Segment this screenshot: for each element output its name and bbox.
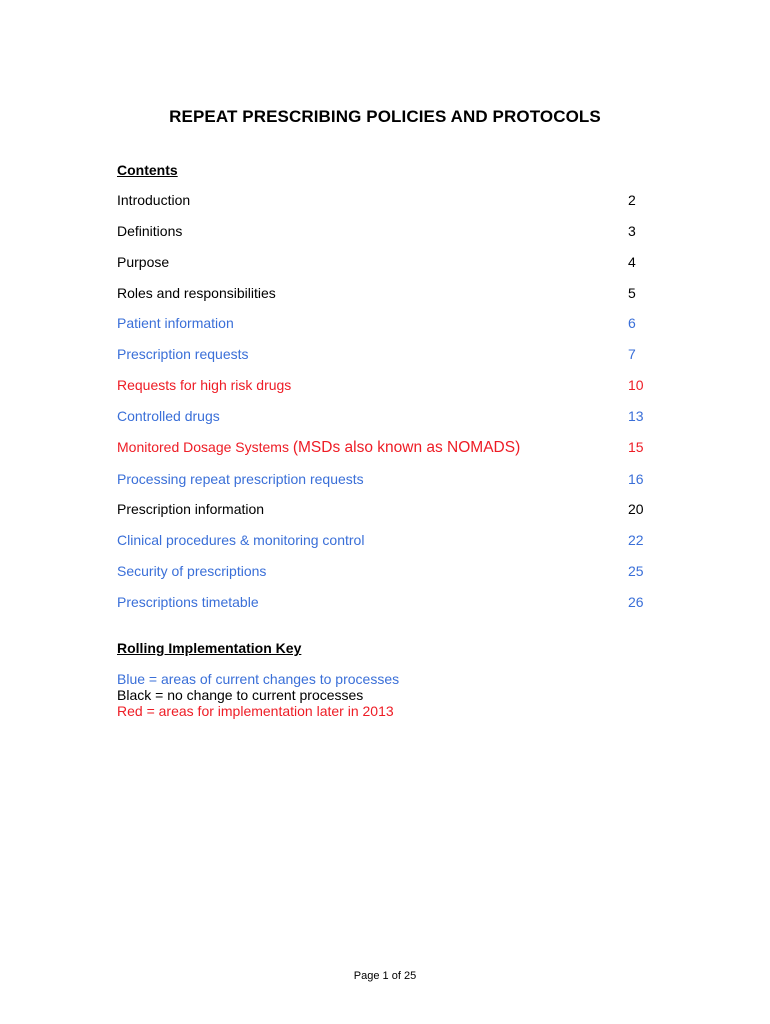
key-heading: Rolling Implementation Key (117, 640, 302, 656)
toc-entry-introduction[interactable] (117, 192, 645, 212)
toc-entry-page: 10 (628, 377, 644, 393)
toc-entry-page: 26 (628, 594, 644, 610)
toc-entry-patient-information[interactable] (117, 315, 645, 335)
toc-entry-label (117, 439, 520, 457)
toc-entry-label: Prescriptions timetable (117, 594, 259, 610)
toc-entry-label: Requests for high risk drugs (117, 377, 292, 393)
toc-entry-label: Patient information (117, 315, 234, 331)
toc-entry-label: Prescription information (117, 501, 265, 517)
toc-entry-definitions[interactable] (117, 223, 645, 243)
toc-entry-prescription-information[interactable] (117, 501, 645, 521)
toc-entry-page: 4 (628, 254, 636, 270)
toc-entry-security[interactable] (117, 563, 645, 583)
toc-entry-label: Security of prescriptions (117, 563, 267, 579)
toc-entry-label: Processing repeat prescription requests (117, 471, 364, 487)
toc-entry-page: 6 (628, 315, 636, 331)
toc-entry-purpose[interactable] (117, 254, 645, 274)
toc-entry-label: Purpose (117, 254, 170, 270)
toc-entry-label: Definitions (117, 223, 183, 239)
toc-entry-page: 5 (628, 285, 636, 301)
toc-entry-processing-requests[interactable] (117, 471, 645, 491)
key-line-red: Red = areas for implementation later in 2013 (117, 703, 394, 719)
page-title: REPEAT PRESCRIBING POLICIES AND PROTOCOLS (169, 107, 601, 126)
toc-entry-label: Clinical procedures & monitoring control (117, 532, 365, 548)
toc-entry-page: 20 (628, 501, 644, 517)
toc-entry-controlled-drugs[interactable] (117, 408, 645, 428)
toc-entry-page: 3 (628, 223, 636, 239)
toc-entry-label-extra: (MSDs also known as NOMADS) (292, 439, 521, 456)
toc-entry-page: 15 (628, 439, 644, 455)
toc-entry-page: 22 (628, 532, 644, 548)
toc-entry-page: 7 (628, 346, 636, 362)
toc-entry-clinical-procedures[interactable] (117, 532, 645, 552)
toc-entry-roles[interactable] (117, 285, 645, 305)
toc-entry-label: Introduction (117, 192, 191, 208)
page-footer: Page 1 of 25 (353, 970, 417, 982)
toc-entry-high-risk-drugs[interactable] (117, 377, 645, 397)
toc-entry-label: Roles and responsibilities (117, 285, 276, 301)
key-line-black: Black = no change to current processes (117, 687, 364, 703)
toc-entry-timetable[interactable] (117, 594, 645, 614)
toc-entry-monitored-dosage-systems[interactable] (117, 439, 645, 459)
contents-heading: Contents (117, 162, 178, 178)
toc-entry-page: 16 (628, 471, 644, 487)
toc-entry-label: Controlled drugs (117, 408, 220, 424)
toc-entry-label-main: Monitored Dosage Systems (117, 439, 293, 455)
toc-entry-page: 2 (628, 192, 636, 208)
key-line-blue: Blue = areas of current changes to processes (117, 671, 400, 687)
toc-entry-page: 13 (628, 408, 644, 424)
toc-entry-label: Prescription requests (117, 346, 249, 362)
toc-entry-page: 25 (628, 563, 644, 579)
toc-entry-prescription-requests[interactable] (117, 346, 645, 366)
